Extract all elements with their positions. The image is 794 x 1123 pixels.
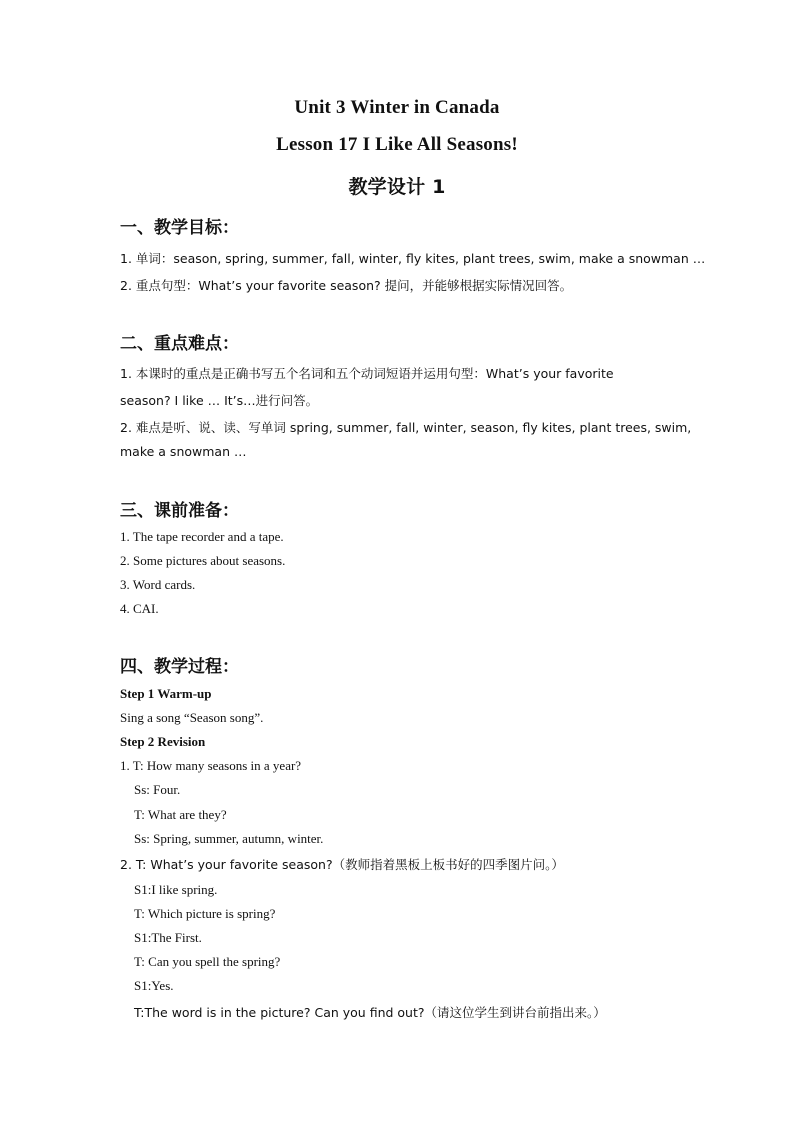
keypoints-item-1b: season? I like … It’s…进行问答。 [120, 393, 319, 408]
goals-item-1: 1. 单词：season, spring, summer, fall, winter, fly kites, plant trees, swim, make a snowman … [120, 251, 706, 266]
step-1-heading: Step 1 Warm-up [120, 686, 212, 701]
dialogue-line: S1:The First. [134, 930, 202, 945]
dialogue-line: T: Which picture is spring? [134, 906, 276, 921]
step-1-text: Sing a song “Season song”. [120, 710, 264, 725]
dialogue-line: T: What are they? [134, 807, 227, 822]
dialogue-line: S1:Yes. [134, 978, 174, 993]
keypoints-item-1a: 1. 本课时的重点是正确书写五个名词和五个动词短语并运用句型：What’s your favorite [120, 366, 614, 381]
goals-heading: 一、教学目标： [120, 218, 239, 238]
dialogue-line: S1:I like spring. [134, 882, 218, 897]
goals-item-2: 2. 重点句型：What’s your favorite season? 提问，并能够根据实际情况回答。 [120, 278, 573, 293]
dialogue-line: 2. T: What’s your favorite season?（教师指着黑板上板书好的四季图片问。） [120, 857, 564, 872]
prep-heading: 三、课前准备： [120, 501, 239, 521]
keypoints-item-2b: make a snowman … [120, 444, 247, 459]
dialogue-line: 1. T: How many seasons in a year? [120, 758, 302, 773]
design-title: 教学设计 1 [348, 176, 446, 198]
prep-item: 1. The tape recorder and a tape. [120, 529, 284, 544]
dialogue-line: T: Can you spell the spring? [134, 954, 281, 969]
prep-item: 4. CAI. [120, 601, 159, 616]
prep-item: 2. Some pictures about seasons. [120, 553, 286, 568]
dialogue-line: Ss: Four. [134, 782, 181, 797]
keypoints-item-2a: 2. 难点是听、说、读、写单词 spring, summer, fall, winter, season, fly kites, plant trees, swim, [120, 420, 692, 435]
dialogue-line: T:The word is in the picture? Can you find out?（请这位学生到讲台前指出来。） [134, 1005, 606, 1020]
lesson-title: Lesson 17 I Like All Seasons! [276, 134, 518, 155]
unit-title: Unit 3 Winter in Canada [294, 97, 500, 118]
prep-item: 3. Word cards. [120, 577, 196, 592]
dialogue-line: Ss: Spring, summer, autumn, winter. [134, 831, 324, 846]
step-2-heading: Step 2 Revision [120, 734, 206, 749]
keypoints-heading: 二、重点难点： [120, 334, 239, 354]
process-heading: 四、教学过程： [120, 657, 239, 677]
